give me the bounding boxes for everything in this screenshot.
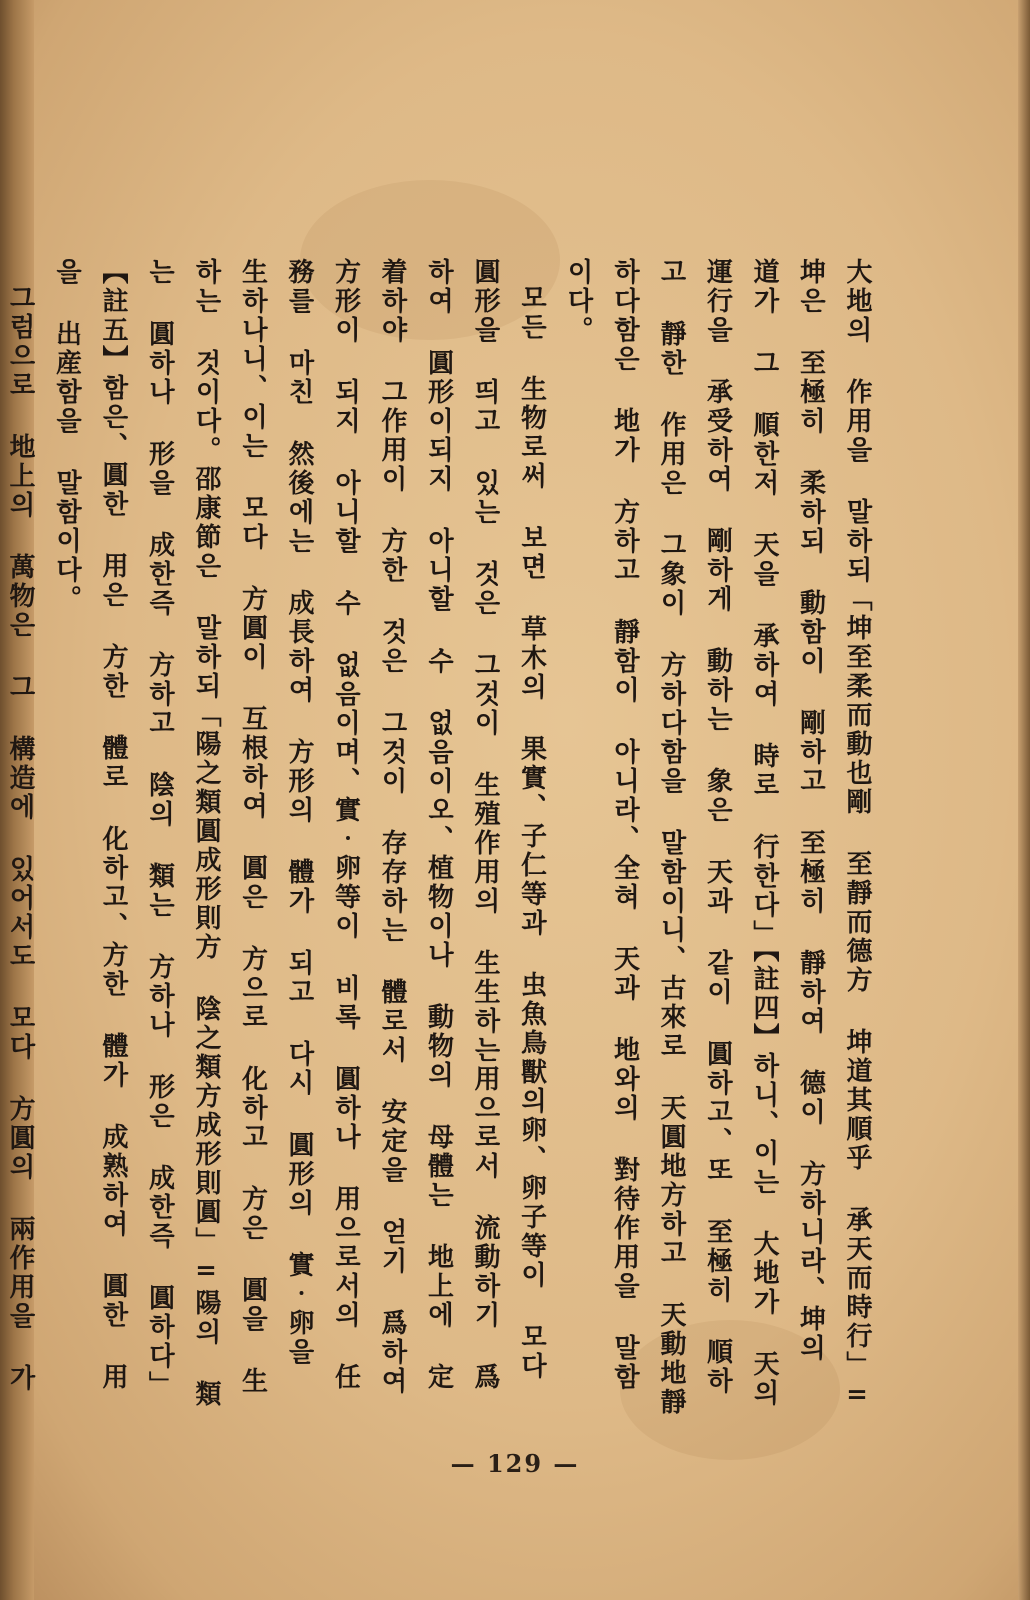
- vertical-text-block: [5, 258, 880, 1418]
- paragraph-2: 모든 生物로써 보면 草木의 果實、子仁等과 虫魚鳥獸의卵、卵子等이 모다 圓形을 띄고 있는 것은 그것이 生殖作用의 生生하는用으로서 流動하기 爲하여 圓形이되지 아니할 수 없음이오、植物이나 動物의 母體는 地上에 定着하야 그作用이 方한 것은 그것이 存存하는 體로서 安定을 얻기 爲하여 方形이 되지 아니할 수 없음이며、實‧卵等이 비록 圓하나 用으로서의 任務를 마친 然後에는 成長하여 方形의 體가 되고 다시 圓形의 實‧卵을 生하나니、이는 모다 方圓이 互根하여 圓은 方으로 化하고 方은 圓을 生하는 것이다。邵康節은 말하되「陽之類圓成形則方 陰之類方成形則圓」=陽의 類는 圓하나 形을 成한즉 方하고 陰의 類는 方하나 形은 成한즉 圓하다」【註五】함은、圓한 用은 方한 體로 化하고、方한 體가 成熟하여 圓한 用을 出産함을 말함이다。: [51, 258, 547, 1409]
- paragraph-3: 그럼으로 地上의 萬物은 그 構造에 있어서도 모다 方圓의 兩作用을 가: [5, 284, 35, 1393]
- paragraph-1: 大地의 作用을 말하되「坤至柔而動也剛 至靜而德方 坤道其順乎 承天而時行」=坤은 至極히 柔하되 動함이 剛하고 至極히 靜하여 德이 方하니라、坤의 道가 그 順한저 天을 承하여 時로 行한다」【註四】하니、이는 大地가 天의 運行을 承受하여 剛하게 動하는 象은 天과 같이 圓하고、또 至極히 順하고 靜한 作用은 그象이 方하다함을 말함이니、古來로 天圓地方하고 天動地靜하다함은 地가 方하고 靜함이 아니라、全혀 天과 地와의 對待作用을 말함이다。: [563, 258, 872, 1417]
- page-number: — 129 —: [450, 1449, 580, 1478]
- page-edge-right: [1018, 0, 1030, 1600]
